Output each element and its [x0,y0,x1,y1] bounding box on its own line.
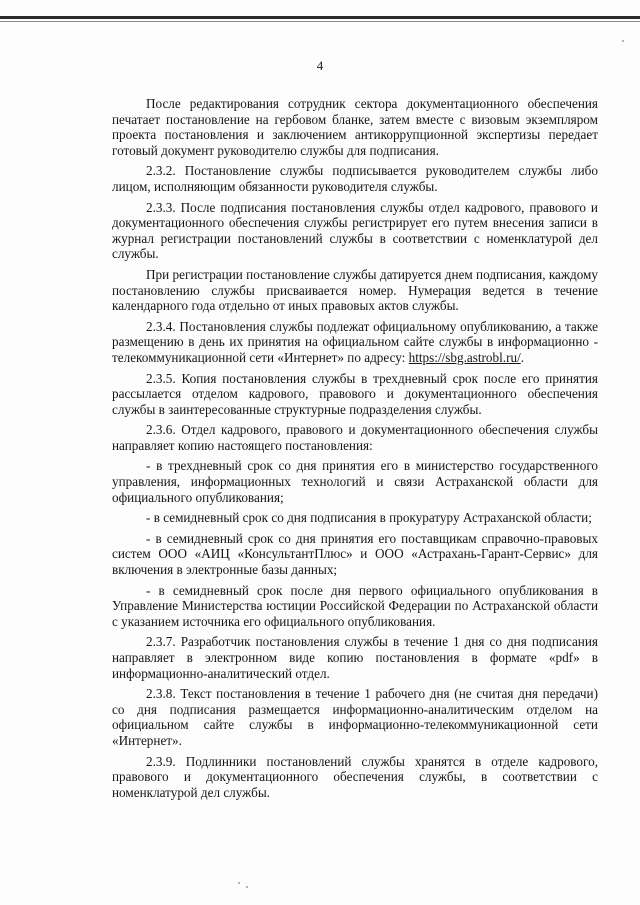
paragraph-registration: При регистрации постановление службы датируется днем подписания, каждому постановлению службы присваивается номер. Нумерация ведется в течение календарного года отдельно от иных правовых актов службы. [112,266,598,314]
website-link[interactable]: https://sbg.astrobl.ru/ [408,349,521,365]
list-item-prosecutor: - в семидневный срок со дня подписания в прокуратуру Астраханской области; [146,510,592,526]
paragraph-2-3-4-tail: . [520,349,525,365]
paragraph-2-3-9: 2.3.9. Подлинники постановлений службы хранятся в отделе кадрового, правового и документационного обеспечения службы, в соответствии с номенклатурой дел службы. [112,753,598,800]
paragraph-2-3-4 [112,319,598,366]
paragraph-2-3-4-text: 2.3.4. Постановления службы подлежат официальному опубликованию, а также размещению в день их принятия на официальном сайте службы в информационно - телекоммуникационной сети «Интернет» по адресу: [112,318,598,365]
paragraph-editing: После редактирования сотрудник сектора документационного обеспечения печатает постановление на гербовом бланке, затем вместе с визовым экземпляром проекта постановления и заключением антикоррупционной экспертизы передает готовый документ руководителю службы для подписания. [112,96,598,158]
list-item-ministry-justice: - в семидневный срок после дня первого официального опубликования в Управление Министерства юстиции Российской Федерации по Астраханской области с указанием источника его официального опубликования. [112,582,598,629]
page-number: 4 [316,58,324,73]
scan-edge-line-thin [0,21,640,22]
scan-speck [238,882,240,884]
paragraph-2-3-5: 2.3.5. Копия постановления службы в трехдневный срок после его принятия рассылается отделом кадрового, правового и документационного обеспечения службы в заинтересованные структурные подразделения службы. [112,370,598,417]
list-item-ministry: - в трехдневный срок со дня принятия его в министерство государственного управления, информационных технологий и связи Астраханской области для официального опубликования; [112,458,598,505]
paragraph-2-3-8: 2.3.8. Текст постановления в течение 1 рабочего дня (не считая дня передачи) со дня подписания размещается информационно-аналитическим отделом на официальном сайте службы в информационно-телекоммуникационной сети «Интернет». [112,686,598,748]
paragraph-2-3-2: 2.3.2. Постановление службы подписывается руководителем службы либо лицом, исполняющим обязанности руководителя службы. [112,163,598,194]
scan-speck [246,886,248,888]
scan-edge-line [0,16,640,19]
scan-speck [622,40,624,42]
list-item-legal-systems: - в семидневный срок со дня принятия его поставщикам справочно-правовых систем ООО «АИЦ «КонсультантПлюс» и ООО «Астрахань-Гарант-Сервис» для включения в электронные базы данных; [112,530,598,578]
paragraph-2-3-7: 2.3.7. Разработчик постановления службы в течение 1 дня со дня подписания направляет в электронном виде копию постановления в формате «pdf» в информационно-аналитический отдел. [112,634,598,681]
paragraph-2-3-3: 2.3.3. После подписания постановления службы отдел кадрового, правового и документационного обеспечения службы регистрирует его путем внесения записи в журнал регистрации постановлений службы в соответствии с номенклатурой дел службы. [112,199,598,262]
paragraph-2-3-6: 2.3.6. Отдел кадрового, правового и документационного обеспечения службы направляет копию настоящего постановления: [112,422,598,453]
document-body [112,96,598,805]
